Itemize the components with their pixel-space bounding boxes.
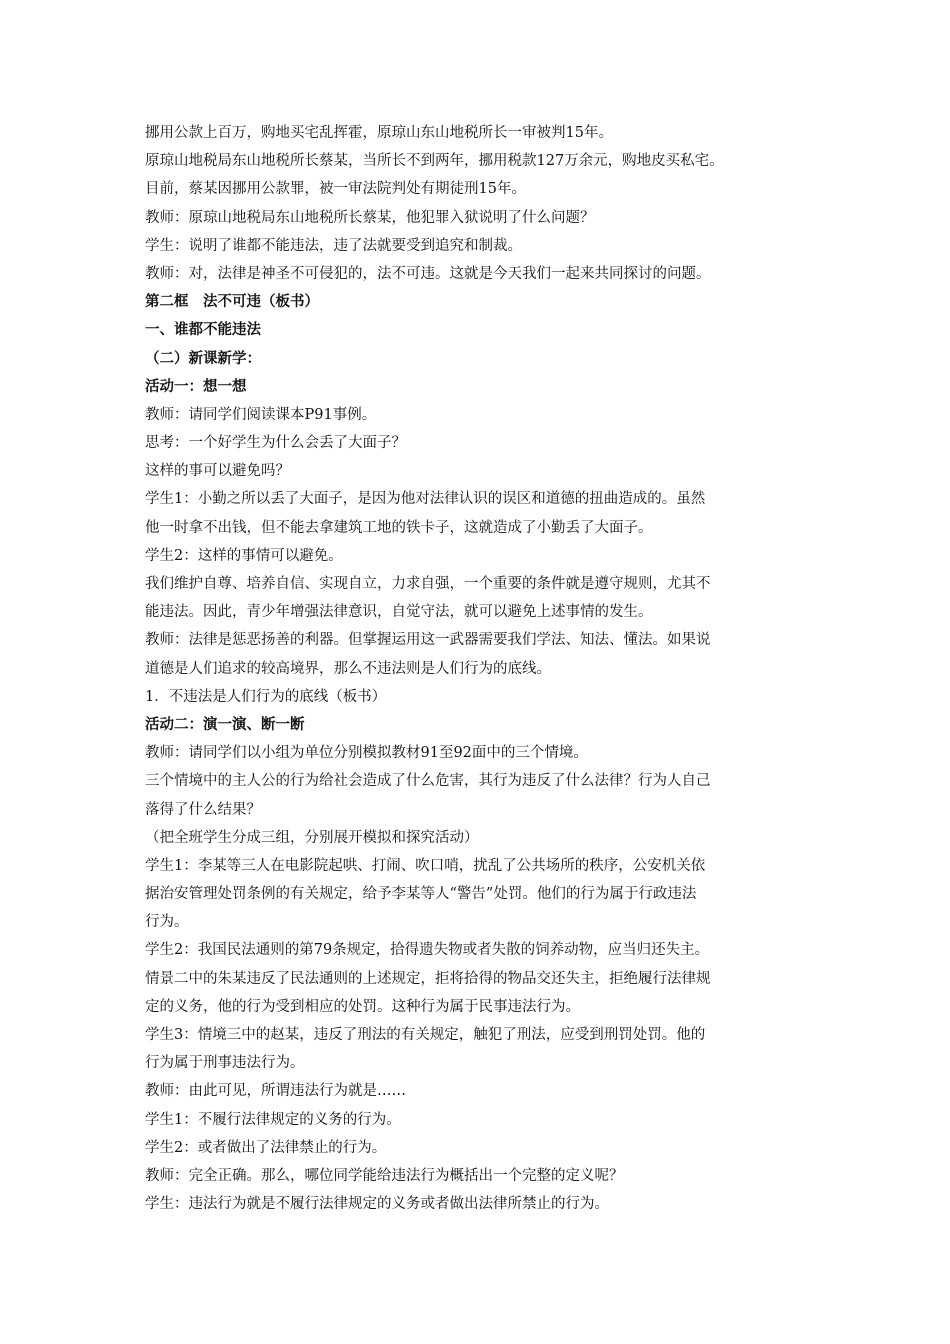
document-body xyxy=(145,119,825,1218)
text-line: 这样的事可以避免吗？ xyxy=(145,463,290,480)
text-line: 教师：请同学们阅读课本P91事例。 xyxy=(145,406,377,423)
text-line: 教师：请同学们以小组为单位分别模拟教材91至92面中的三个情境。 xyxy=(145,745,588,762)
text-line: 学生：说明了谁都不能违法，违了法就要受到追究和制裁。 xyxy=(145,237,522,254)
text-line: 思考：一个好学生为什么会丢了大面子？ xyxy=(145,435,406,452)
text-line: 学生2：这样的事情可以避免。 xyxy=(145,547,343,564)
text-line: 教师：完全正确。那么，哪位同学能给违法行为概括出一个完整的定义呢？ xyxy=(145,1167,624,1184)
text-line: 三个情境中的主人公的行为给社会造成了什么危害，其行为违反了什么法律？行为人自己 xyxy=(145,773,711,790)
text-line: 他一时拿不出钱，但不能去拿建筑工地的铁卡子，这就造成了小勤丢了大面子。 xyxy=(145,519,653,536)
text-line: 教师：法律是惩恶扬善的利器。但掌握运用这一武器需要我们学法、知法、懂法。如果说 xyxy=(145,632,711,649)
text-line: 据治安管理处罚条例的有关规定，给予李某等人“警告”处罚。他们的行为属于行政违法 xyxy=(145,886,697,903)
text-line: 定的义务，他的行为受到相应的处罚。这种行为属于民事违法行为。 xyxy=(145,998,580,1015)
text-line: （把全班学生分成三组，分别展开模拟和探究活动） xyxy=(145,829,479,846)
text-line: 学生1：李某等三人在电影院起哄、打闹、吹口哨，扰乱了公共场所的秩序，公安机关依 xyxy=(145,857,706,874)
section-heading: （二）新课新学： xyxy=(145,350,261,367)
text-line: 情景二中的朱某违反了民法通则的上述规定，拒将拾得的物品交还失主，拒绝履行法律规 xyxy=(145,970,711,987)
text-line: 学生2：或者做出了法律禁止的行为。 xyxy=(145,1139,387,1156)
section-heading: 活动二：演一演、断一断 xyxy=(145,716,305,733)
text-line: 行为。 xyxy=(145,914,189,931)
text-line: 落得了什么结果？ xyxy=(145,801,261,818)
text-line: 学生：违法行为就是不履行法律规定的义务或者做出法律所禁止的行为。 xyxy=(145,1196,609,1213)
text-line: 1．不违法是人们行为的底线（板书） xyxy=(145,688,387,705)
text-line: 教师：对，法律是神圣不可侵犯的，法不可违。这就是今天我们一起来共同探讨的问题。 xyxy=(145,265,711,282)
section-heading: 一、谁都不能违法 xyxy=(145,322,261,339)
section-heading: 第二框 法不可违（板书） xyxy=(145,294,319,311)
text-line: 道德是人们追求的较高境界，那么不违法则是人们行为的底线。 xyxy=(145,660,551,677)
text-line: 挪用公款上百万，购地买宅乱挥霍，原琼山东山地税所长一审被判15年。 xyxy=(145,125,613,141)
text-line: 能违法。因此，青少年增强法律意识，自觉守法，就可以避免上述事情的发生。 xyxy=(145,604,653,621)
text-line: 学生2：我国民法通则的第79条规定，拾得遗失物或者失散的饲养动物，应当归还失主。 xyxy=(145,942,710,959)
text-line: 教师：原琼山地税局东山地税所长蔡某，他犯罪入狱说明了什么问题？ xyxy=(145,209,595,226)
text-line: 学生1：不履行法律规定的义务的行为。 xyxy=(145,1111,401,1128)
text-line: 原琼山地税局东山地税所长蔡某，当所长不到两年，挪用税款127万余元，购地皮买私宅。 xyxy=(145,153,724,170)
text-line: 学生3：情境三中的赵某，违反了刑法的有关规定，触犯了刑法，应受到刑罚处罚。他的 xyxy=(145,1027,706,1043)
text-line: 学生1：小勤之所以丢了大面子，是因为他对法律认识的误区和道德的扭曲造成的。虽然 xyxy=(145,491,706,508)
text-line: 我们维护自尊、培养自信、实现自立，力求自强，一个重要的条件就是遵守规则，尤其不 xyxy=(145,576,711,592)
text-line: 目前，蔡某因挪用公款罪，被一审法院判处有期徒刑15年。 xyxy=(145,181,526,198)
text-line: 教师：由此可见，所谓违法行为就是…… xyxy=(145,1083,406,1100)
section-heading: 活动一：想一想 xyxy=(145,378,247,395)
text-line: 行为属于刑事违法行为。 xyxy=(145,1055,305,1072)
